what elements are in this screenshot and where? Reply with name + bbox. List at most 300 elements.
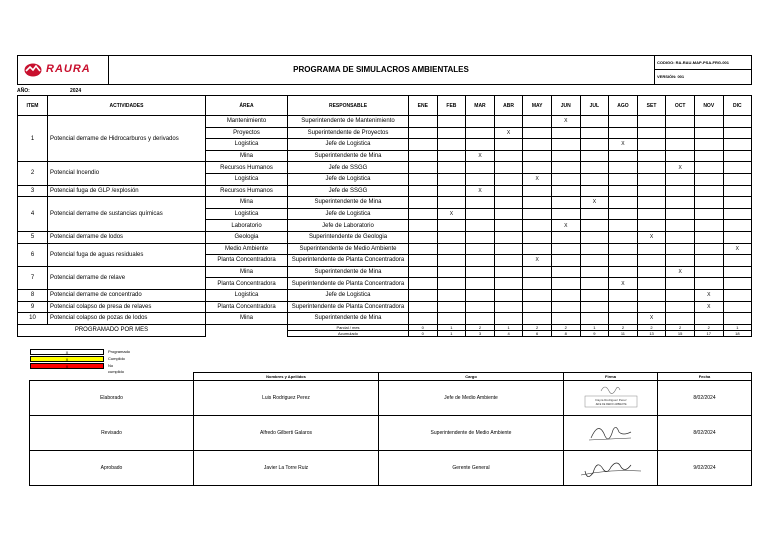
month-cell xyxy=(694,150,723,162)
item-number: 9 xyxy=(18,301,48,313)
month-mark: X xyxy=(637,313,666,325)
col-month: JUL xyxy=(580,96,609,116)
item-number: 2 xyxy=(18,162,48,185)
item-number: 10 xyxy=(18,313,48,325)
month-mark: X xyxy=(609,278,638,290)
area-cell: Logistica xyxy=(206,289,288,301)
month-cell xyxy=(666,220,695,232)
month-cell xyxy=(580,266,609,278)
month-cell xyxy=(466,162,495,174)
blank-cell xyxy=(206,324,288,336)
month-cell xyxy=(551,255,580,267)
month-cell xyxy=(723,255,752,267)
programado-por-mes-label: PROGRAMADO POR MES xyxy=(18,324,206,336)
month-cell xyxy=(609,220,638,232)
month-mark: X xyxy=(523,173,552,185)
month-cell xyxy=(494,173,523,185)
month-cell xyxy=(437,197,466,209)
month-cell xyxy=(694,208,723,220)
activity-name: Potencial derrame de lodos xyxy=(48,231,206,243)
table-row xyxy=(18,162,752,174)
month-cell xyxy=(637,139,666,151)
month-cell xyxy=(494,197,523,209)
month-cell xyxy=(609,197,638,209)
col-month: ABR xyxy=(494,96,523,116)
responsable-cell: Superintendente de Mina xyxy=(288,150,409,162)
month-cell xyxy=(523,243,552,255)
month-cell xyxy=(551,127,580,139)
month-cell xyxy=(551,243,580,255)
legend-label: Programado xyxy=(108,349,131,354)
month-cell xyxy=(580,255,609,267)
month-cell xyxy=(694,162,723,174)
month-cell xyxy=(637,162,666,174)
month-cell xyxy=(637,116,666,128)
month-cell xyxy=(580,116,609,128)
month-cell xyxy=(694,255,723,267)
signature-row-revisado xyxy=(30,416,752,451)
month-cell xyxy=(409,162,438,174)
month-cell xyxy=(466,173,495,185)
item-number: 6 xyxy=(18,243,48,266)
table-row xyxy=(18,313,752,325)
month-cell xyxy=(437,220,466,232)
logo-text: RAURA xyxy=(46,63,91,75)
responsable-cell: Superintendente de Planta Concentradora xyxy=(288,278,409,290)
month-cell xyxy=(466,255,495,267)
month-cell xyxy=(723,313,752,325)
month-cell xyxy=(466,243,495,255)
col-month: ENE xyxy=(409,96,438,116)
sig-cargo: Gerente General xyxy=(379,451,564,486)
month-cell xyxy=(609,116,638,128)
month-cell xyxy=(551,313,580,325)
month-cell xyxy=(494,185,523,197)
month-mark: X xyxy=(523,255,552,267)
legend-label: Cumplido xyxy=(108,356,125,361)
month-mark: X xyxy=(494,127,523,139)
month-cell xyxy=(523,208,552,220)
month-cell xyxy=(494,243,523,255)
acumulado-value: 17 xyxy=(694,330,723,336)
month-cell xyxy=(609,243,638,255)
month-cell xyxy=(666,127,695,139)
area-cell: Mina xyxy=(206,150,288,162)
table-row xyxy=(18,289,752,301)
month-cell xyxy=(723,301,752,313)
parcial-value: 2 xyxy=(637,324,666,330)
month-cell xyxy=(666,289,695,301)
month-cell xyxy=(609,289,638,301)
col-actividades: ACTIVIDADES xyxy=(48,96,206,116)
parcial-value: 2 xyxy=(551,324,580,330)
month-cell xyxy=(409,289,438,301)
responsable-cell: Jefe de Logistica xyxy=(288,139,409,151)
month-cell xyxy=(580,278,609,290)
month-cell xyxy=(437,185,466,197)
month-cell xyxy=(694,313,723,325)
month-cell xyxy=(580,162,609,174)
month-cell xyxy=(466,197,495,209)
month-mark: X xyxy=(466,185,495,197)
month-cell xyxy=(609,208,638,220)
month-cell xyxy=(523,301,552,313)
month-cell xyxy=(494,278,523,290)
month-cell xyxy=(637,289,666,301)
month-mark: X xyxy=(580,197,609,209)
month-cell xyxy=(580,139,609,151)
month-cell xyxy=(437,173,466,185)
month-cell xyxy=(666,231,695,243)
parcial-value: 0 xyxy=(409,324,438,330)
month-cell xyxy=(723,150,752,162)
simulacros-table xyxy=(17,95,752,337)
month-cell xyxy=(551,289,580,301)
month-cell xyxy=(437,289,466,301)
month-mark: X xyxy=(551,220,580,232)
month-cell xyxy=(666,185,695,197)
sig-cargo: Superintendente de Medio Ambiente xyxy=(379,416,564,451)
sig-role: Aprobado xyxy=(30,451,194,486)
month-cell xyxy=(609,162,638,174)
activity-name: Potencial derrame de Hidrocarburos y derivados xyxy=(48,116,206,162)
signature-row-aprobado xyxy=(30,451,752,486)
item-number: 8 xyxy=(18,289,48,301)
responsable-cell: Superintendente de Proyectos xyxy=(288,127,409,139)
area-cell: Planta Concentradora xyxy=(206,301,288,313)
month-cell xyxy=(609,127,638,139)
document-title: PROGRAMA DE SIMULACROS AMBIENTALES xyxy=(293,65,469,74)
sig-col-firma: Firma xyxy=(564,373,658,381)
activity-name: Potencial colapso de presa de relaves xyxy=(48,301,206,313)
month-cell xyxy=(609,150,638,162)
month-cell xyxy=(551,301,580,313)
responsable-cell: Jefe de Laboratorio xyxy=(288,220,409,232)
month-cell xyxy=(523,231,552,243)
month-mark: X xyxy=(551,116,580,128)
svg-text:JEFE DE MEDIO AMBIENTE: JEFE DE MEDIO AMBIENTE xyxy=(594,403,627,406)
responsable-cell: Jefe de Logistica xyxy=(288,208,409,220)
document-version: VERSIÓN: 001 xyxy=(657,74,685,79)
month-cell xyxy=(551,197,580,209)
item-number: 3 xyxy=(18,185,48,197)
month-cell xyxy=(637,197,666,209)
document-code: CODIGO: RA-RAU-MAP-PSA-FRG-001 xyxy=(655,56,752,70)
month-mark: X xyxy=(694,301,723,313)
month-cell xyxy=(437,162,466,174)
month-cell xyxy=(437,255,466,267)
area-cell: Mina xyxy=(206,313,288,325)
month-cell xyxy=(466,266,495,278)
month-cell xyxy=(409,220,438,232)
month-cell xyxy=(409,301,438,313)
month-cell xyxy=(409,197,438,209)
legend-swatch: X xyxy=(30,356,104,362)
sig-role: Revisado xyxy=(30,416,194,451)
month-cell xyxy=(523,197,552,209)
month-cell xyxy=(580,289,609,301)
month-cell xyxy=(494,139,523,151)
sig-cargo: Jefe de Medio Ambiente xyxy=(379,381,564,416)
month-cell xyxy=(580,173,609,185)
signature-image xyxy=(564,451,658,486)
sig-col-cargo: Cargo xyxy=(379,373,564,381)
parcial-value: 1 xyxy=(494,324,523,330)
month-cell xyxy=(494,208,523,220)
month-cell xyxy=(409,127,438,139)
month-cell xyxy=(637,127,666,139)
month-cell xyxy=(666,173,695,185)
parcial-value: 1 xyxy=(580,324,609,330)
col-month: NOV xyxy=(694,96,723,116)
month-cell xyxy=(437,231,466,243)
month-cell xyxy=(637,266,666,278)
col-month: JUN xyxy=(551,96,580,116)
table-row xyxy=(18,231,752,243)
area-cell: Laboratorio xyxy=(206,220,288,232)
responsable-cell: Superintendente de Planta Concentradora xyxy=(288,301,409,313)
month-cell xyxy=(637,301,666,313)
activity-name: Potencial fuga de GLP /explosión xyxy=(48,185,206,197)
area-cell: Logistica xyxy=(206,173,288,185)
month-cell xyxy=(609,313,638,325)
sig-fecha: 9/02/2024 xyxy=(658,451,752,486)
month-cell xyxy=(466,127,495,139)
col-responsable: RESPONSABLE xyxy=(288,96,409,116)
parcial-value: 2 xyxy=(666,324,695,330)
acumulado-value: 13 xyxy=(637,330,666,336)
signature-icon xyxy=(571,451,651,483)
month-mark: X xyxy=(694,289,723,301)
month-cell xyxy=(523,220,552,232)
month-mark: X xyxy=(723,243,752,255)
month-cell xyxy=(723,231,752,243)
month-cell xyxy=(694,127,723,139)
month-cell xyxy=(723,127,752,139)
responsable-cell: Superintendente de Mantenimiento xyxy=(288,116,409,128)
month-cell xyxy=(551,162,580,174)
signature-image xyxy=(564,416,658,451)
month-mark: X xyxy=(666,266,695,278)
month-cell xyxy=(466,220,495,232)
month-cell xyxy=(409,243,438,255)
month-cell xyxy=(666,301,695,313)
month-cell xyxy=(551,185,580,197)
responsable-cell: Superintendente de Mina xyxy=(288,313,409,325)
activity-name: Potencial Incendio xyxy=(48,162,206,185)
month-cell xyxy=(409,255,438,267)
month-cell xyxy=(494,289,523,301)
month-cell xyxy=(523,289,552,301)
area-cell: Mantenimiento xyxy=(206,116,288,128)
month-cell xyxy=(523,139,552,151)
col-month: MAR xyxy=(466,96,495,116)
svg-text:Dayra Rodriguez Perez: Dayra Rodriguez Perez xyxy=(594,398,627,402)
sig-name: Luis Rodriguez Perez xyxy=(194,381,379,416)
month-cell xyxy=(437,313,466,325)
month-cell xyxy=(523,313,552,325)
month-cell xyxy=(494,116,523,128)
responsable-cell: Superintendente de Mina xyxy=(288,197,409,209)
raura-logo-icon xyxy=(24,63,42,77)
month-cell xyxy=(580,220,609,232)
month-cell xyxy=(551,208,580,220)
table-row xyxy=(18,243,752,255)
month-cell xyxy=(723,208,752,220)
month-cell xyxy=(494,313,523,325)
month-cell xyxy=(437,266,466,278)
month-cell xyxy=(723,220,752,232)
parcial-value: 2 xyxy=(694,324,723,330)
month-cell xyxy=(551,139,580,151)
month-cell xyxy=(523,162,552,174)
month-cell xyxy=(723,185,752,197)
acumulado-label: Acumulado xyxy=(288,330,409,336)
area-cell: Proyectos xyxy=(206,127,288,139)
document-meta xyxy=(654,56,752,84)
month-cell xyxy=(723,266,752,278)
area-cell: Recursos Humanos xyxy=(206,185,288,197)
responsable-cell: Superintendente de Planta Concentradora xyxy=(288,255,409,267)
month-cell xyxy=(666,313,695,325)
month-mark: X xyxy=(437,208,466,220)
month-cell xyxy=(466,231,495,243)
month-cell xyxy=(437,278,466,290)
company-logo xyxy=(18,56,109,84)
acumulado-value: 6 xyxy=(523,330,552,336)
acumulado-value: 3 xyxy=(466,330,495,336)
month-cell xyxy=(609,231,638,243)
month-cell xyxy=(494,255,523,267)
month-cell xyxy=(666,197,695,209)
signature-row-elaborado xyxy=(30,381,752,416)
month-cell xyxy=(409,231,438,243)
table-row xyxy=(18,185,752,197)
month-cell xyxy=(694,243,723,255)
area-cell: Recursos Humanos xyxy=(206,162,288,174)
area-cell: Planta Concentradora xyxy=(206,255,288,267)
table-row xyxy=(18,197,752,209)
month-cell xyxy=(609,185,638,197)
col-month: MAY xyxy=(523,96,552,116)
month-cell xyxy=(437,243,466,255)
col-month: AGO xyxy=(609,96,638,116)
month-cell xyxy=(437,127,466,139)
month-cell xyxy=(609,255,638,267)
signature-image xyxy=(564,381,658,416)
month-cell xyxy=(494,150,523,162)
month-cell xyxy=(580,208,609,220)
month-cell xyxy=(409,185,438,197)
item-number: 4 xyxy=(18,197,48,232)
parcial-value: 2 xyxy=(466,324,495,330)
responsable-cell: Jefe de SSGG xyxy=(288,185,409,197)
month-cell xyxy=(580,185,609,197)
month-mark: X xyxy=(609,139,638,151)
month-cell xyxy=(723,139,752,151)
month-cell xyxy=(580,243,609,255)
responsable-cell: Superintendente de Medio Ambiente xyxy=(288,243,409,255)
table-header-row xyxy=(18,96,752,116)
month-cell xyxy=(637,185,666,197)
sig-fecha: 8/02/2024 xyxy=(658,381,752,416)
sig-fecha: 8/02/2024 xyxy=(658,416,752,451)
month-cell xyxy=(523,116,552,128)
month-cell xyxy=(523,266,552,278)
month-cell xyxy=(666,139,695,151)
month-cell xyxy=(551,231,580,243)
month-cell xyxy=(437,116,466,128)
month-cell xyxy=(580,313,609,325)
legend-swatch: X xyxy=(30,349,104,355)
month-cell xyxy=(466,208,495,220)
table-row xyxy=(18,266,752,278)
legend-label: No cumplido xyxy=(108,363,125,374)
month-cell xyxy=(694,116,723,128)
parcial-label: Parcial / mes xyxy=(288,324,409,330)
month-cell xyxy=(580,231,609,243)
month-cell xyxy=(580,127,609,139)
month-cell xyxy=(523,150,552,162)
year-value: 2024 xyxy=(70,88,82,94)
acumulado-value: 1 xyxy=(437,330,466,336)
acumulado-value: 4 xyxy=(494,330,523,336)
responsable-cell: Superintendente de Geologia xyxy=(288,231,409,243)
month-cell xyxy=(551,150,580,162)
month-cell xyxy=(523,278,552,290)
month-cell xyxy=(466,139,495,151)
responsable-cell: Superintendente de Mina xyxy=(288,266,409,278)
table-row xyxy=(18,116,752,128)
parcial-value: 1 xyxy=(437,324,466,330)
col-month: FEB xyxy=(437,96,466,116)
month-cell xyxy=(409,139,438,151)
legend-swatch: X xyxy=(30,363,104,369)
acumulado-value: 9 xyxy=(580,330,609,336)
month-cell xyxy=(551,278,580,290)
acumulado-value: 11 xyxy=(609,330,638,336)
area-cell: Logistica xyxy=(206,139,288,151)
acumulado-value: 15 xyxy=(666,330,695,336)
month-cell xyxy=(637,173,666,185)
month-cell xyxy=(437,150,466,162)
month-cell xyxy=(666,150,695,162)
month-cell xyxy=(666,255,695,267)
table-row xyxy=(18,301,752,313)
month-cell xyxy=(551,173,580,185)
month-cell xyxy=(409,313,438,325)
month-cell xyxy=(694,197,723,209)
month-cell xyxy=(580,301,609,313)
month-cell xyxy=(637,208,666,220)
parcial-value: 2 xyxy=(523,324,552,330)
activity-name: Potencial derrame de concentrado xyxy=(48,289,206,301)
signature-icon xyxy=(571,416,651,448)
month-cell xyxy=(694,266,723,278)
month-cell xyxy=(694,173,723,185)
month-cell xyxy=(637,220,666,232)
activity-name: Potencial colapso de pozas de lodos xyxy=(48,313,206,325)
month-cell xyxy=(523,127,552,139)
month-cell xyxy=(466,313,495,325)
month-cell xyxy=(409,208,438,220)
month-cell xyxy=(694,231,723,243)
signature-stamp-icon xyxy=(571,381,651,413)
responsable-cell: Jefe de SSGG xyxy=(288,162,409,174)
col-month: DIC xyxy=(723,96,752,116)
month-cell xyxy=(723,278,752,290)
month-mark: X xyxy=(637,231,666,243)
